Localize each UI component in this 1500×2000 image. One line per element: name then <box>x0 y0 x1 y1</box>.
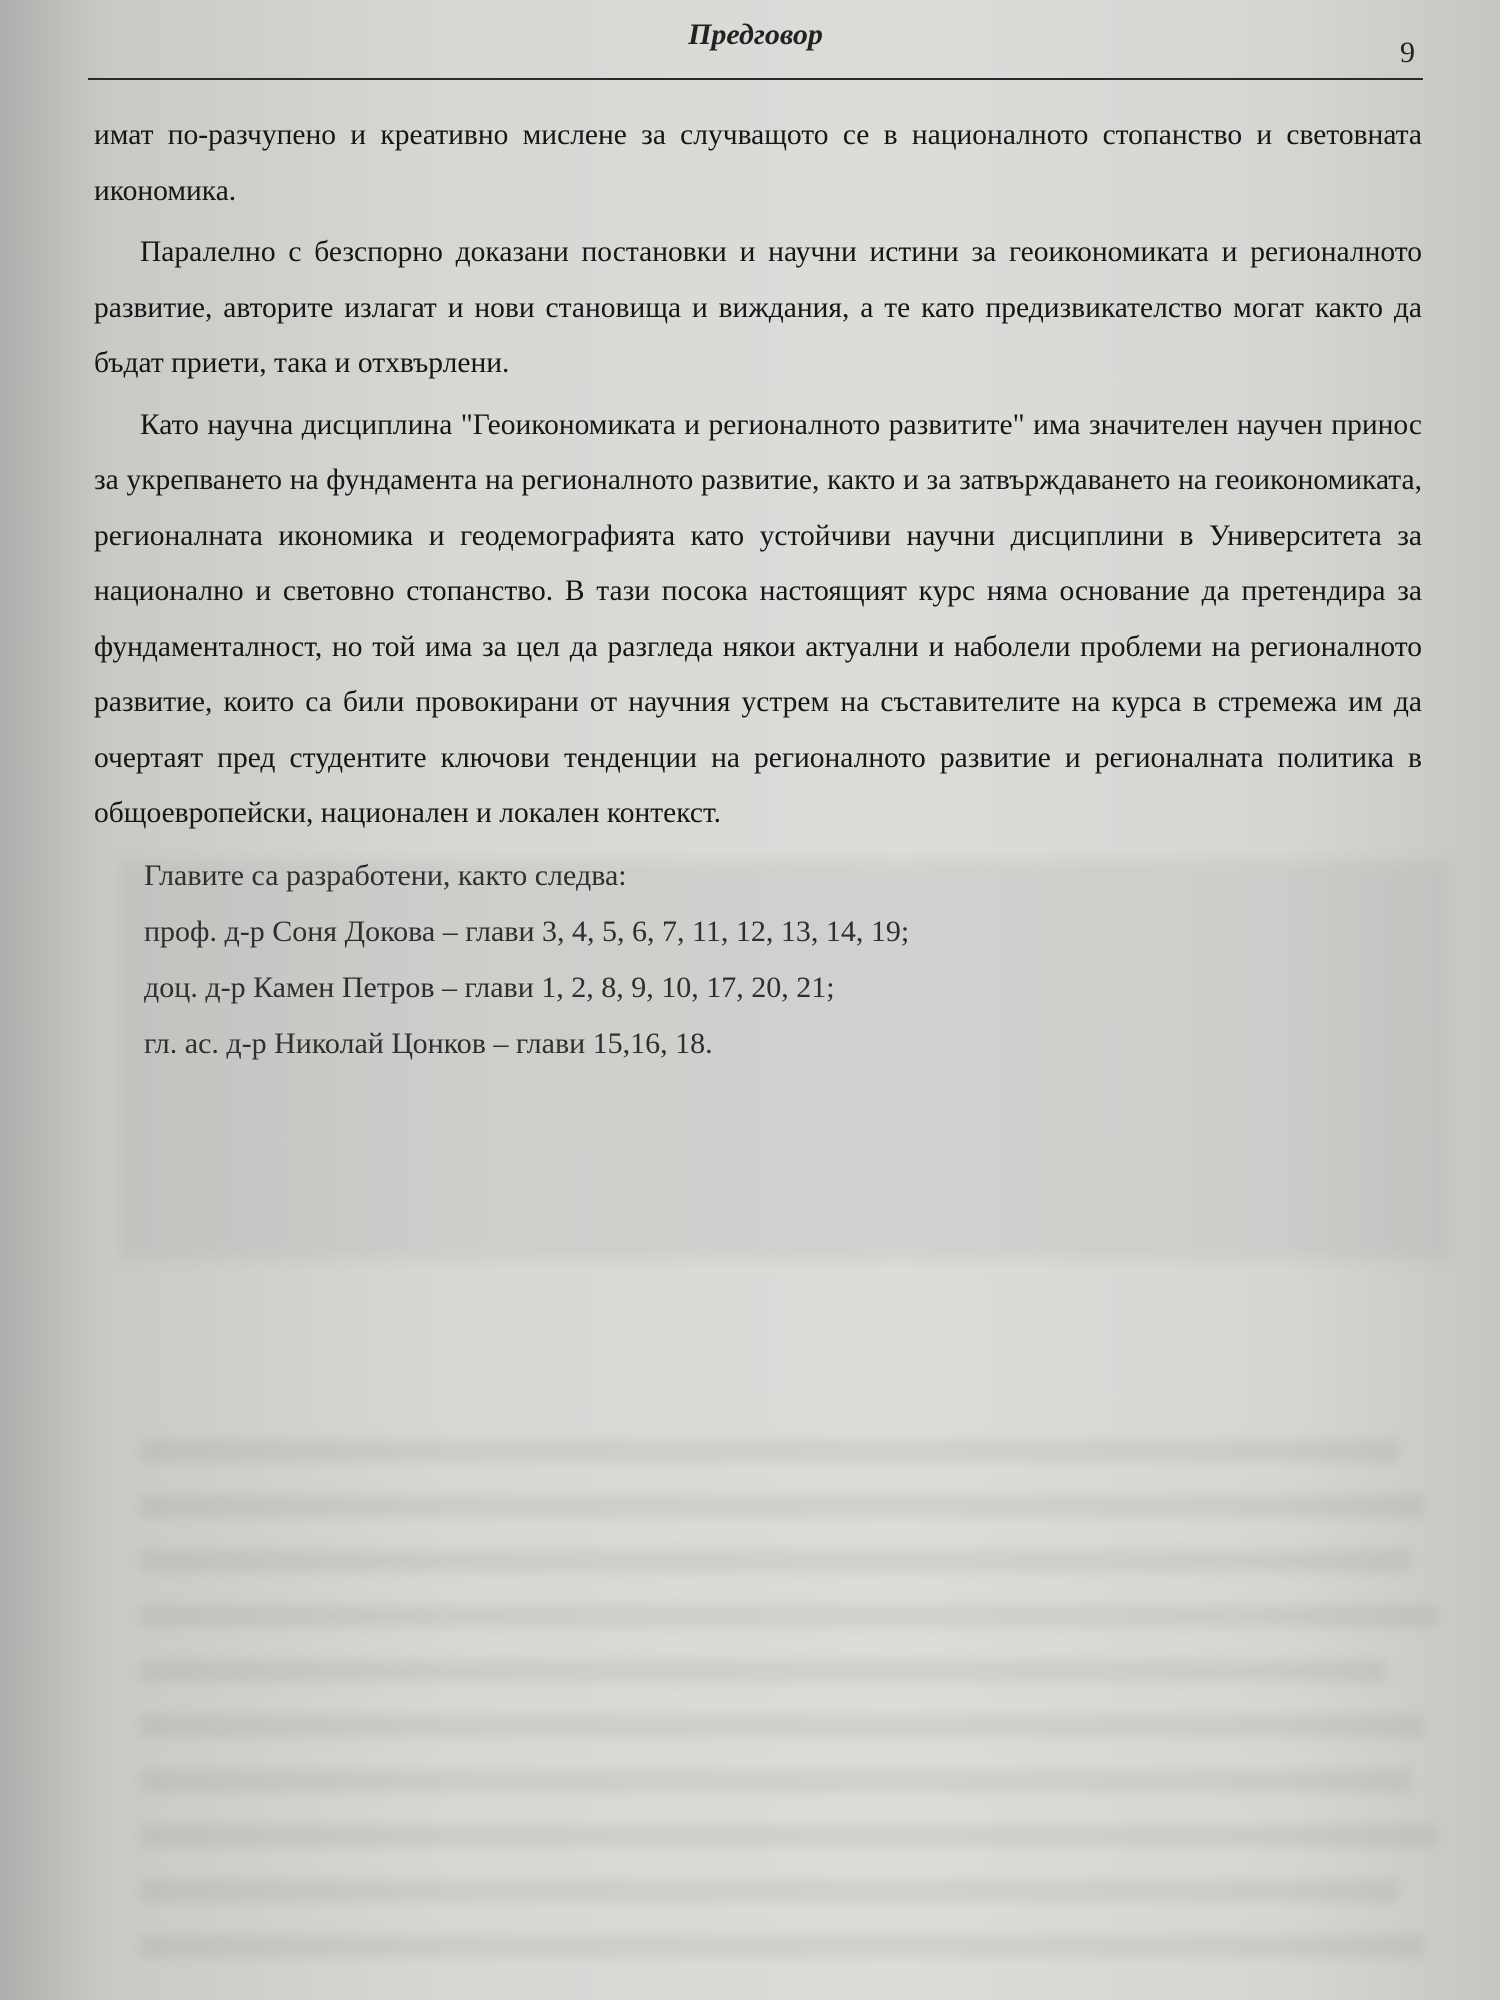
show-through-line <box>140 1715 1424 1737</box>
show-through-line <box>140 1825 1437 1847</box>
author-line-2: доц. д-р Камен Петров – глави 1, 2, 8, 9, 10, 17, 20, 21; <box>144 970 835 1004</box>
show-through-line <box>140 1605 1437 1627</box>
author-line-3: гл. ас. д-р Николай Цонков – глави 15,16, 18. <box>144 1026 713 1060</box>
show-through-line <box>140 1770 1411 1792</box>
show-through-line <box>140 1880 1398 1902</box>
paragraph-authors-views: Паралелно с безспорно доказани постановки и научни истини за геоикономиката и регионалното развитие, авторите излагат и нови становища и виждания, а те като предизвикателство могат както да бъдат приети, така и отхвърлени. <box>94 236 1422 379</box>
running-header <box>88 10 1423 80</box>
paragraph-discipline: Като научна дисциплина "Геоикономиката и регионалното развитите" има значителен научен принос за укрепването на фундамента на регионалното развитие, както и за затвърждаването на геоикономиката, регионалната икономика и геодемографията като устойчиви научни дисциплини в Университета за национално и световно стопанство. В тази посока настоящият курс няма основание да претендира за фундаменталност, но той има за цел да разгледа някои актуални и наболели проблеми на регионалното развитие, които са били провокирани от научния устрем на съставителите на курса в стремежа им да очертаят пред студентите ключови тенденции на регионалното развитие и регионалната политика в общоевропейски, национален и локален контекст. <box>94 408 1422 829</box>
authors-intro: Главите са разработени, както следва: <box>144 858 627 892</box>
show-through-line <box>140 1440 1398 1462</box>
page-number: 9 <box>1400 36 1415 69</box>
show-through-line <box>140 1935 1424 1957</box>
show-through-shadow <box>120 860 1450 1260</box>
show-through-text <box>140 1440 1450 1990</box>
author-line-1: проф. д-р Соня Докова – глави 3, 4, 5, 6, 7, 11, 12, 13, 14, 19; <box>144 914 910 948</box>
paragraph-continuation: имат по-разчупено и креативно мислене за случващото се в националното стопанство и световната икономика. <box>94 119 1422 207</box>
show-through-line <box>140 1495 1424 1517</box>
show-through-line <box>140 1660 1385 1682</box>
header-title: Предговор <box>688 18 823 51</box>
show-through-line <box>140 1550 1411 1572</box>
